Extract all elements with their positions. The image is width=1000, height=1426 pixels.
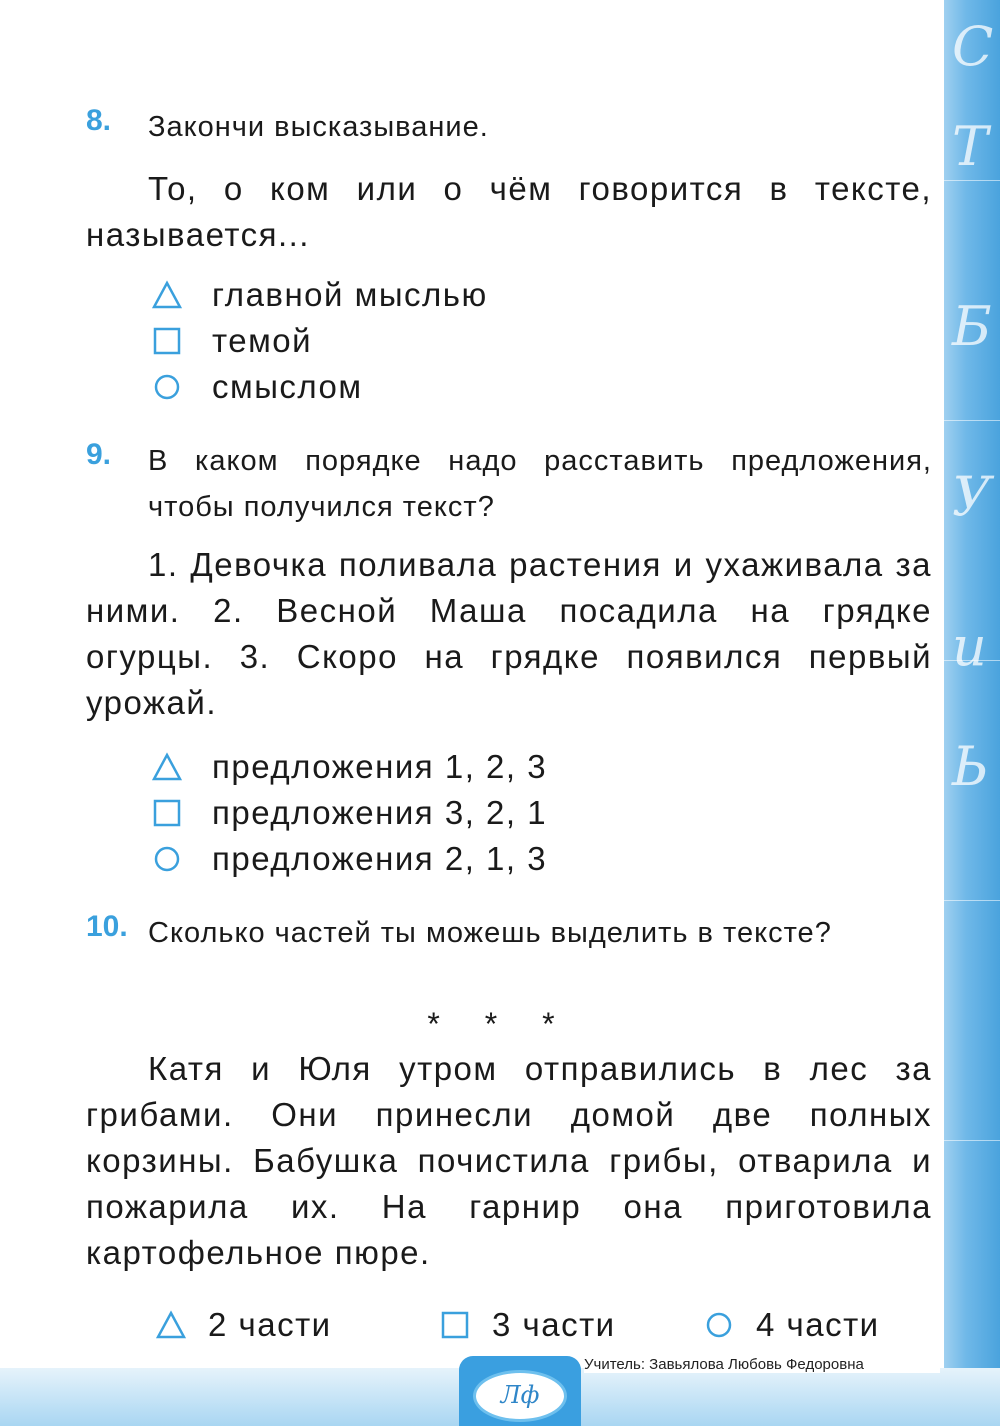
decorative-letter: и xyxy=(952,615,987,678)
question-title: Закончи высказывание. xyxy=(148,111,489,143)
question-number: 10. xyxy=(86,910,128,943)
answer-label: главной мыслью xyxy=(212,276,488,313)
logo-mark: Лф xyxy=(500,1381,540,1409)
circle-icon xyxy=(152,844,182,874)
question-10-text: Катя и Юля утром отправились в лес за грибами. Они принесли домой две полных корзины. Бабушка почистила грибы, отварила и пожарила их. На гарнир она приготовила картофельное пюре. xyxy=(86,1050,932,1271)
answer-label: предложения 3, 2, 1 xyxy=(212,794,548,831)
teacher-credit: Учитель: Завьялова Любовь Федоровна xyxy=(584,1356,940,1373)
answer-option[interactable] xyxy=(704,1302,880,1348)
circle-icon xyxy=(704,1310,734,1340)
question-9-text: 1. Девочка поливала растения и ухаживала за ними. 2. Весной Маша посадила на грядке огурцы. 3. Скоро на грядке появился первый урожай. xyxy=(86,546,932,721)
answer-option[interactable] xyxy=(152,790,547,836)
square-icon xyxy=(152,326,182,356)
question-title: Сколько частей ты можешь выделить в тексте? xyxy=(148,917,832,949)
logo-oval xyxy=(473,1370,567,1422)
question-number: 9. xyxy=(86,438,112,471)
decorative-letter: Ь xyxy=(952,735,989,798)
square-icon xyxy=(152,798,182,828)
circle-icon xyxy=(152,372,182,402)
question-10 xyxy=(86,910,932,956)
question-number: 8. xyxy=(86,104,112,137)
answer-option[interactable] xyxy=(156,1302,332,1348)
answer-option[interactable] xyxy=(152,744,547,790)
answer-option[interactable] xyxy=(440,1302,616,1348)
answer-label: 4 части xyxy=(756,1306,880,1343)
strip-rule xyxy=(944,180,1000,181)
answer-option[interactable] xyxy=(152,272,488,318)
answer-label: предложения 1, 2, 3 xyxy=(212,748,548,785)
strip-rule xyxy=(944,420,1000,421)
decorative-letter: У xyxy=(952,465,992,528)
section-divider-stars: * * * xyxy=(427,1006,573,1042)
decorative-letter: С xyxy=(952,15,994,78)
answer-label: 2 части xyxy=(208,1306,332,1343)
answer-label: темой xyxy=(212,322,313,359)
question-title: В каком порядке надо расставить предложения, чтобы получился текст? xyxy=(148,445,932,523)
answer-label: 3 части xyxy=(492,1306,616,1343)
strip-rule xyxy=(944,1140,1000,1141)
square-icon xyxy=(440,1310,470,1340)
answer-option[interactable] xyxy=(152,318,312,364)
answer-label: смыслом xyxy=(212,368,363,405)
triangle-icon xyxy=(152,280,182,310)
answer-option[interactable] xyxy=(152,836,547,882)
triangle-icon xyxy=(156,1310,186,1340)
publisher-logo xyxy=(459,1356,581,1426)
answer-option[interactable] xyxy=(152,364,363,410)
answer-label: предложения 2, 1, 3 xyxy=(212,840,548,877)
question-8-text: То, о ком или о чём говорится в тексте, называется... xyxy=(86,170,932,253)
question-8 xyxy=(86,104,932,150)
strip-rule xyxy=(944,900,1000,901)
triangle-icon xyxy=(152,752,182,782)
decorative-side-strip xyxy=(944,0,1000,1426)
decorative-letter: Б xyxy=(952,295,992,358)
decorative-letter: Т xyxy=(952,115,989,178)
question-9 xyxy=(86,438,932,530)
